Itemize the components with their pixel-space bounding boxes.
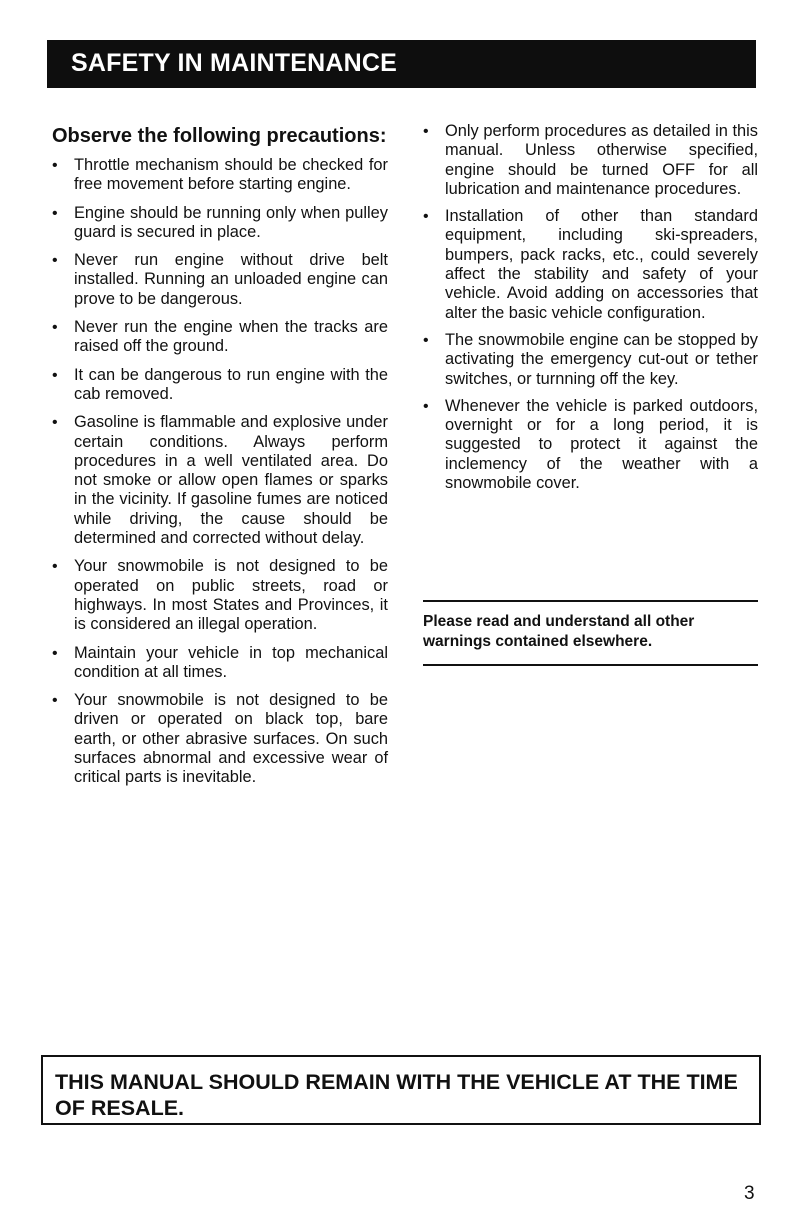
bullet-icon: • xyxy=(423,208,429,226)
list-item xyxy=(52,251,388,309)
list-item-text: The snowmobile engine can be stopped by activating the emergency cut-out or tether switches, or turnning off the key. xyxy=(445,330,758,388)
left-column xyxy=(52,122,388,797)
list-item xyxy=(423,397,758,493)
bullet-icon: • xyxy=(52,644,58,662)
right-column xyxy=(423,122,758,501)
list-item-text: Your snowmobile is not designed to be operated on public streets, road or highways. In most States and Provinces, it is considered an illegal operation. xyxy=(74,557,388,634)
resale-notice-text: THIS MANUAL SHOULD REMAIN WITH THE VEHICLE AT THE TIME OF RESALE. xyxy=(55,1070,738,1120)
list-item-text: Engine should be running only when pulley guard is secured in place. xyxy=(74,203,388,241)
list-item xyxy=(52,318,388,357)
list-item xyxy=(52,204,388,243)
list-item-text: Only perform procedures as detailed in this manual. Unless otherwise specified, engine should be turned OFF for all lubrication and maintenance procedures. xyxy=(445,122,758,198)
resale-notice-box xyxy=(41,1055,761,1125)
list-item xyxy=(423,331,758,389)
bullet-icon: • xyxy=(52,204,58,222)
list-item xyxy=(423,122,758,199)
bullet-icon: • xyxy=(52,692,58,710)
right-precautions-list xyxy=(423,122,758,493)
list-item xyxy=(52,156,388,195)
bullet-icon: • xyxy=(52,157,58,174)
left-precautions-list xyxy=(52,156,388,788)
bullet-icon: • xyxy=(52,252,58,270)
section-title: SAFETY IN MAINTENANCE xyxy=(71,49,397,77)
bullet-icon: • xyxy=(52,319,58,337)
list-item xyxy=(52,691,388,787)
list-item-text: Your snowmobile is not designed to be driven or operated on black top, bare earth, or other abrasive surfaces. On such surfaces abnormal and excessive wear of critical parts is inevitable. xyxy=(74,691,388,787)
bullet-icon: • xyxy=(52,366,58,384)
list-item-text: Whenever the vehicle is parked outdoors, overnight or for a long period, it is suggested to protect it against the inclemency of the weather with a snowmobile cover. xyxy=(445,396,758,493)
list-item-text: Gasoline is flammable and explosive under certain conditions. Always perform procedures in a well ventilated area. Do not smoke or allow open flames or sparks in the vicinity. If gasoline fumes are noticed while driving, the cause should be determined and corrected without delay. xyxy=(74,413,388,548)
list-item-text: Installation of other than standard equipment, including ski-spreaders, bumpers, pack racks, etc., could severely affect the stability and safety of your vehicle. Avoid adding on accessories that alter the basic vehicle configuration. xyxy=(445,207,758,322)
list-item xyxy=(52,366,388,405)
list-item-text: Never run engine without drive belt installed. Running an unloaded engine can prove to be dangerous. xyxy=(74,251,388,308)
bullet-icon: • xyxy=(423,397,429,415)
list-item-text: Never run the engine when the tracks are raised off the ground. xyxy=(74,318,388,356)
list-item xyxy=(52,413,388,548)
warning-notice-text: Please read and understand all other warnings contained elsewhere. xyxy=(423,613,695,650)
list-item xyxy=(52,644,388,683)
warning-notice-box xyxy=(423,600,758,666)
bullet-icon: • xyxy=(52,558,58,576)
page-number: 3 xyxy=(744,1183,755,1204)
bullet-icon: • xyxy=(423,123,429,140)
bullet-icon: • xyxy=(423,331,429,349)
list-item-text: It can be dangerous to run engine with the cab removed. xyxy=(74,365,388,403)
section-header-bar xyxy=(47,40,756,88)
list-item-text: Maintain your vehicle in top mechanical condition at all times. xyxy=(74,643,388,681)
bullet-icon: • xyxy=(52,414,58,432)
list-item-text: Throttle mechanism should be checked for free movement before starting engine. xyxy=(74,156,388,194)
list-item xyxy=(423,207,758,323)
list-item xyxy=(52,557,388,634)
precautions-heading: Observe the following precautions: xyxy=(52,125,387,147)
